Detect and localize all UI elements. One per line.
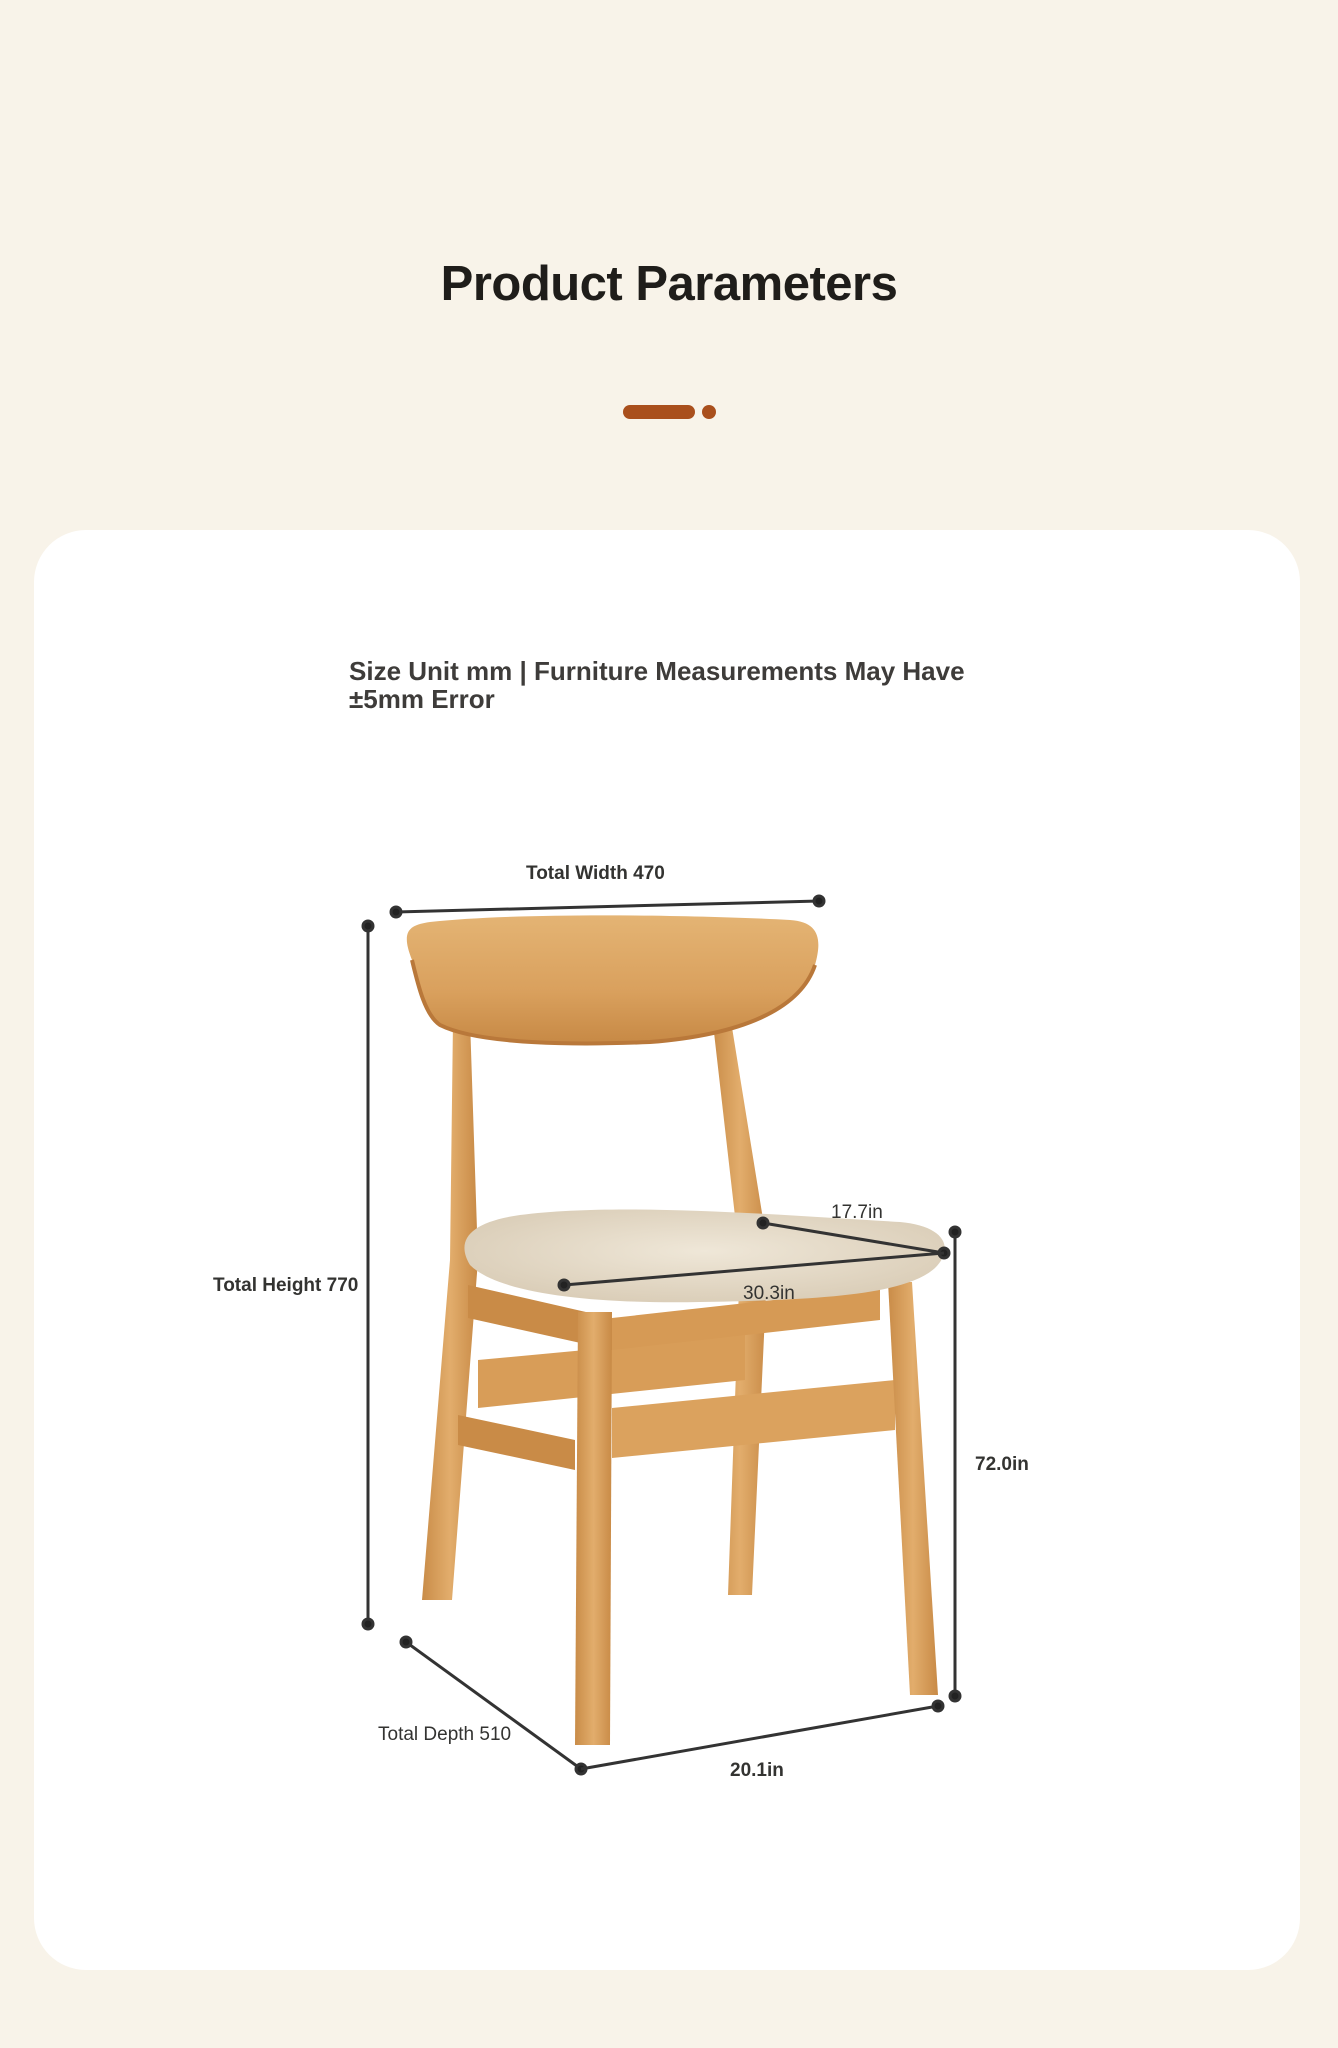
front-leg-left (575, 1312, 612, 1745)
width-line (396, 901, 819, 912)
depth-in-marker (933, 1701, 943, 1711)
side-stretcher (458, 1415, 575, 1470)
seat-depth-in-label: 17.7in (831, 1202, 883, 1223)
total-depth-label: Total Depth 510 (378, 1724, 512, 1745)
total-height-label: Total Height 770 (213, 1275, 359, 1296)
total-width-label: Total Width 470 (526, 863, 665, 884)
front-leg-right (888, 1282, 938, 1695)
height-marker-top (363, 921, 373, 931)
seat-height-marker-bottom (950, 1691, 960, 1701)
seat-width-marker-left (559, 1280, 569, 1290)
seat-height-marker-top (950, 1227, 960, 1237)
backrest (407, 915, 819, 1043)
width-marker-right (814, 896, 824, 906)
width-marker-left (391, 907, 401, 917)
seat-depth-marker-back (758, 1218, 768, 1228)
height-marker-bottom (363, 1619, 373, 1629)
chair-image (407, 915, 945, 1745)
depth-line (406, 1642, 581, 1769)
seat-width-in-label: 30.3in (743, 1283, 795, 1304)
page-title: Product Parameters (440, 257, 898, 311)
seat-height-in-label: 72.0in (975, 1454, 1029, 1475)
size-unit-note: Size Unit mm | Furniture Measurements May Have ±5mm Error (349, 656, 965, 714)
depth-marker-back (401, 1637, 411, 1647)
depth-in-label: 20.1in (730, 1760, 784, 1781)
